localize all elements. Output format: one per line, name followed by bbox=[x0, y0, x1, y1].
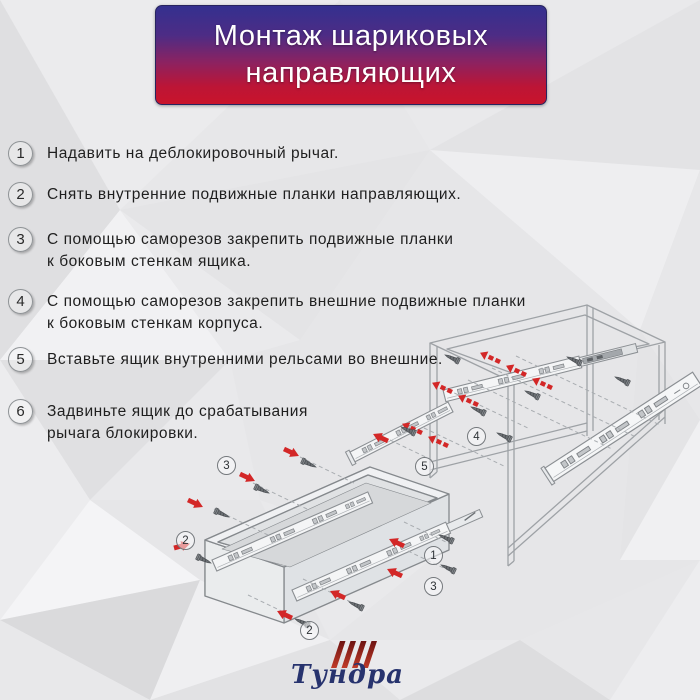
callout-2-left: 2 bbox=[176, 531, 195, 550]
step-3-text: С помощью саморезов закрепить подвижные планки к боковым стенкам ящика. bbox=[47, 231, 454, 270]
step-4-number-badge: 4 bbox=[8, 289, 33, 314]
page-title-line2: направляющих bbox=[245, 57, 457, 89]
step-6 bbox=[8, 399, 308, 445]
callout-5: 5 bbox=[415, 457, 434, 476]
step-3-number-badge: 3 bbox=[8, 227, 33, 252]
callout-4: 4 bbox=[467, 427, 486, 446]
page-title-line1: Монтаж шариковых bbox=[213, 20, 489, 52]
step-1-text: Надавить на деблокировочный рычаг. bbox=[47, 145, 339, 162]
callout-1: 1 bbox=[424, 546, 443, 565]
cabinet-frame bbox=[430, 305, 665, 566]
step-5 bbox=[8, 347, 443, 372]
step-1-number-badge: 1 bbox=[8, 141, 33, 166]
step-5-number-badge: 5 bbox=[8, 347, 33, 372]
outer-slide-rail bbox=[541, 370, 700, 485]
step-2-text: Снять внутренние подвижные планки направляющих. bbox=[47, 186, 462, 203]
callout-2-bottom: 2 bbox=[300, 621, 319, 640]
title-banner bbox=[155, 5, 547, 105]
callout-3-left: 3 bbox=[217, 456, 236, 475]
step-6-number-badge: 6 bbox=[8, 399, 33, 424]
step-1 bbox=[8, 141, 339, 166]
cabinet-rail bbox=[443, 342, 638, 402]
callout-3-right: 3 bbox=[424, 577, 443, 596]
step-3 bbox=[8, 227, 453, 273]
step-4-text: С помощью саморезов закрепить внешние подвижные планки к боковым стенкам корпуса. bbox=[47, 293, 526, 332]
step-2-number-badge: 2 bbox=[8, 182, 33, 207]
step-4 bbox=[8, 289, 526, 335]
brand-name: Тундра bbox=[291, 660, 404, 690]
step-2 bbox=[8, 182, 461, 207]
insert-rail bbox=[346, 400, 454, 465]
step-6-text: Задвиньте ящик до срабатывания рычага блокировки. bbox=[47, 403, 308, 442]
step-5-text: Вставьте ящик внутренними рельсами во внешние. bbox=[47, 351, 443, 368]
